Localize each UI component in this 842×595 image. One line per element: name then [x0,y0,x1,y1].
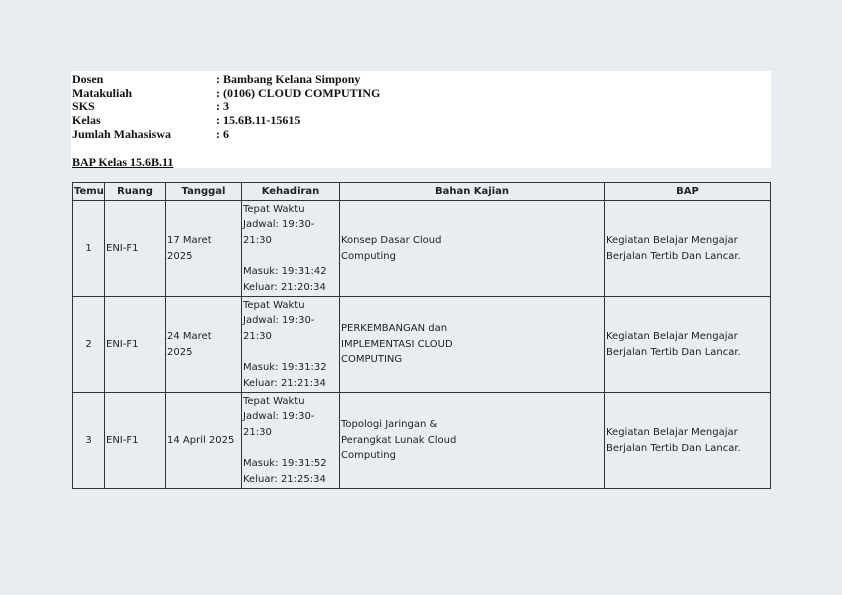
header-temu: Temu [73,183,105,201]
bahan-kajian-text: PERKEMBANGAN dan IMPLEMENTASI CLOUD COMPUTING [341,323,453,366]
info-value: : 15.6B.11-15615 [216,113,301,127]
cell-bap: Kegiatan Belajar Mengajar Berjalan Tertib Dan Lancar. [605,393,771,489]
cell-bahan-kajian [340,297,605,393]
cell-ruang: ENI-F1 [105,201,166,297]
table-row [73,201,771,297]
info-label: SKS [72,99,95,113]
cell-tanggal: 14 April 2025 [166,393,242,489]
cell-bap: Kegiatan Belajar Mengajar Berjalan Tertib Dan Lancar. [605,297,771,393]
cell-tanggal: 24 Maret 2025 [166,297,242,393]
table-row [73,393,771,489]
table-header-row [73,183,771,201]
info-label: Dosen [72,72,104,86]
kehadiran-jadwal: Jadwal: 19:30-21:30 [243,315,315,342]
info-value: : (0106) CLOUD COMPUTING [216,86,381,100]
kehadiran-status: Tepat Waktu [243,299,305,311]
cell-kehadiran [242,297,340,393]
kehadiran-keluar: Keluar: 21:25:34 [243,473,326,485]
info-label: Kelas [72,113,101,127]
cell-bahan-kajian [340,201,605,297]
cell-bap: Kegiatan Belajar Mengajar Berjalan Tertib Dan Lancar. [605,201,771,297]
cell-temu: 3 [73,393,105,489]
kehadiran-status: Tepat Waktu [243,395,305,407]
header-kehadiran: Kehadiran [242,183,340,201]
cell-tanggal: 17 Maret 2025 [166,201,242,297]
cell-kehadiran [242,393,340,489]
cell-ruang: ENI-F1 [105,297,166,393]
cell-temu: 1 [73,201,105,297]
cell-temu: 2 [73,297,105,393]
cell-bahan-kajian [340,393,605,489]
header-bahan-kajian: Bahan Kajian [340,183,605,201]
kehadiran-status: Tepat Waktu [243,203,305,215]
kehadiran-jadwal: Jadwal: 19:30-21:30 [243,219,315,246]
cell-ruang: ENI-F1 [105,393,166,489]
bahan-kajian-text: Konsep Dasar Cloud Computing [341,234,442,262]
kehadiran-keluar: Keluar: 21:20:34 [243,281,326,293]
course-info-card [71,71,771,168]
header-bap: BAP [605,183,771,201]
kehadiran-jadwal: Jadwal: 19:30-21:30 [243,411,315,438]
table-row [73,297,771,393]
info-label: Jumlah Mahasiswa [72,127,172,141]
bap-table [72,182,771,489]
kehadiran-masuk: Masuk: 19:31:42 [243,266,327,278]
kehadiran-keluar: Keluar: 21:21:34 [243,377,326,389]
info-label: Matakuliah [72,86,133,100]
kehadiran-masuk: Masuk: 19:31:52 [243,458,327,470]
header-tanggal: Tanggal [166,183,242,201]
kehadiran-masuk: Masuk: 19:31:32 [243,362,327,374]
cell-kehadiran [242,201,340,297]
header-ruang: Ruang [105,183,166,201]
info-value: : Bambang Kelana Simpony [216,72,361,86]
bap-section-heading: BAP Kelas 15.6B.11 [72,155,174,169]
info-value: : 6 [216,127,229,141]
bahan-kajian-text: Topologi Jaringan & Perangkat Lunak Cloud Computing [341,419,457,462]
info-value: : 3 [216,99,229,113]
